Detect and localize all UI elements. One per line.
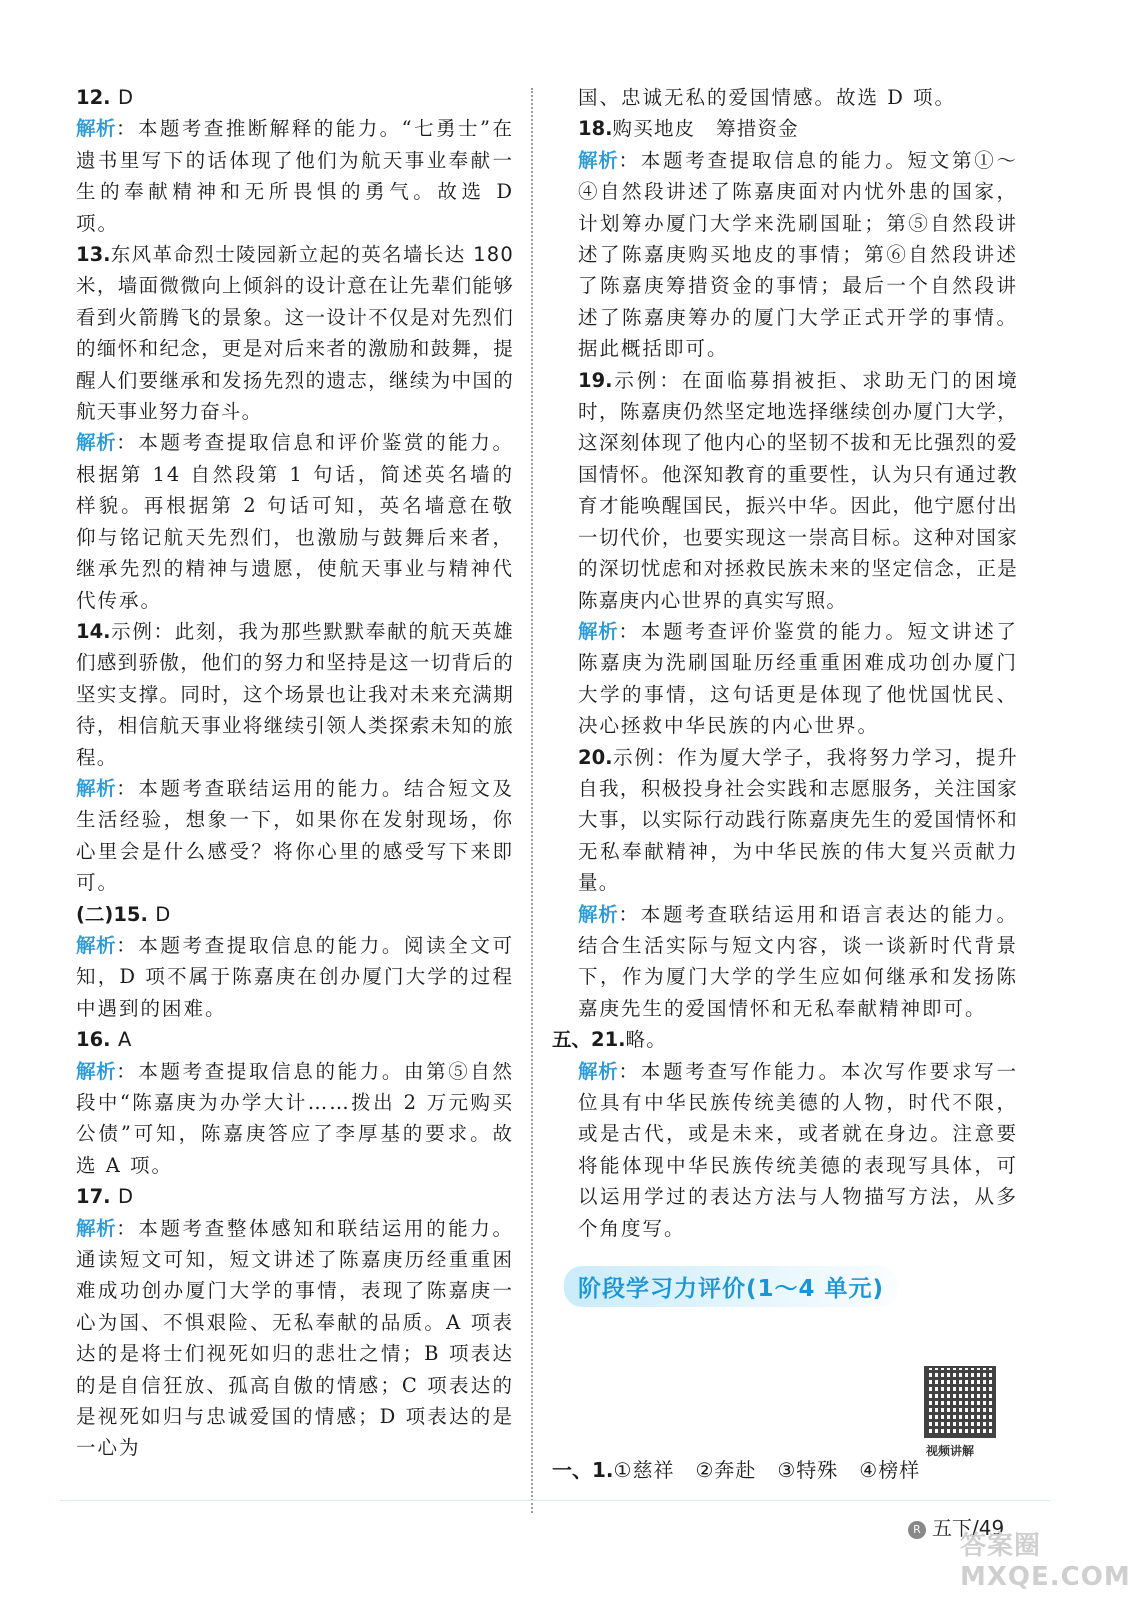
question-number: 14. [76, 619, 111, 643]
continuation-text [578, 82, 1018, 113]
analysis-tag: 解析 [76, 776, 117, 800]
question-number: 13. [76, 243, 111, 267]
answer-text: 示例：此刻，我为那些默默奉献的航天英雄们感到骄傲，他们的努力和坚持是这一切背后的坚实支撑。同时，这个场景也让我对未来充满期待，相信航天事业将继续引领人类探索未知的旅程。 [76, 619, 514, 769]
answer-text: 示例：作为厦大学子，我将努力学习，提升自我，积极投身社会实践和志愿服务，关注国家大事，以实际行动践行陈嘉庚先生的爱国情怀和无私奉献精神，为中华民族的伟大复兴贡献力量。 [578, 745, 1018, 895]
answer-text: ①慈祥 ②奔赴 ③特殊 ④榜样 [613, 1458, 921, 1482]
analysis-text: 本题考查推断解释的能力。“七勇士”在遗书里写下的话体现了他们为航天事业奉献一生的奉献精神和无所畏惧的勇气。故选 D 项。 [76, 117, 514, 235]
analysis-tag: 解析 [76, 1216, 117, 1240]
answer-text: D [117, 1185, 135, 1209]
answer-text: 东风革命烈士陵园新立起的英名墙长达 180 米，墙面微微向上倾斜的设计意在让先辈们能够看到火箭腾飞的景象。这一设计不仅是对先烈们的缅怀和纪念，更是对后来者的激励和鼓舞，提醒人们要继承和发扬先烈的遗志，继续为中国的航天事业努力奋斗。 [76, 243, 514, 424]
analysis-tag: 解析 [578, 1059, 619, 1083]
continuation-line: 国、忠诚无私的爱国情感。故选 D 项。 [578, 86, 957, 109]
analysis-tag: 解析 [578, 619, 619, 643]
question-number: 五、21. [552, 1028, 626, 1052]
question-number: 20. [578, 745, 613, 769]
analysis-tag: 解析 [76, 933, 117, 957]
answer-item-21: 五、21.略。 解析：本题考查写作能力。本次写作要求写一位具有中华民族传统美德的人物，时代不限，或是古代，或是未来，或者就在身边。注意要将能体现中华民族传统美德的表现写具体，可以运用学过的表达方法与人物描写方法，从多个角度写。 [552, 1028, 1018, 1240]
analysis-text: 本题考查写作能力。本次写作要求写一位具有中华民族传统美德的人物，时代不限，或是古代，或是未来，或者就在身边。注意要将能体现中华民族传统美德的表现写具体，可以运用学过的表达方法与人物描写方法，从多个角度写。 [578, 1059, 1018, 1240]
right-column [552, 82, 1018, 1307]
next-section-answer [552, 1455, 920, 1486]
question-number: 19. [578, 368, 613, 392]
answer-text: D [117, 86, 135, 109]
analysis-text: 本题考查提取信息的能力。短文第①～④自然段讲述了陈嘉庚面对内忧外患的国家，计划筹办厦门大学来洗刷国耻；第⑤自然段讲述了陈嘉庚购买地皮的事情；第⑥自然段讲述了陈嘉庚筹措资金的事情；最后一个自然段讲述了陈嘉庚筹办的厦门大学正式开学的事情。据此概括即可。 [578, 148, 1018, 361]
answer-item-12: 12. D 解析：本题考查推断解释的能力。“七勇士”在遗书里写下的话体现了他们为航天事业奉献一生的奉献精神和无所畏惧的勇气。故选 D 项。 [76, 86, 514, 235]
left-column [76, 82, 514, 1464]
question-number: 17. [76, 1185, 111, 1209]
section-header: 阶段学习力评价(1～4 单元) [564, 1266, 898, 1307]
qr-label: 视频讲解 [926, 1444, 975, 1458]
answer-item-14: 14.示例：此刻，我为那些默默奉献的航天英雄们感到骄傲，他们的努力和坚持是这一切背后的坚实支撑。同时，这个场景也让我对未来充满期待，相信航天事业将继续引领人类探索未知的旅程。 解析：本题考查联结运用的能力。结合短文及生活经验，想象一下，如果你在发射现场，你心里会是什么感受？将你心里的感受写下来即可。 [76, 619, 514, 895]
footer-rule [60, 1500, 1050, 1501]
analysis-tag: 解析 [76, 117, 116, 141]
answer-item-20: 20.示例：作为厦大学子，我将努力学习，提升自我，积极投身社会实践和志愿服务，关注国家大事，以实际行动践行陈嘉庚先生的爱国情怀和无私奉献精神，为中华民族的伟大复兴贡献力量。 解析：本题考查联结运用和语言表达的能力。结合生活实际与短文内容，谈一谈新时代背景下，作为厦门大学的学生应如何继承和发扬陈嘉庚先生的爱国情怀和无私奉献精神即可。 [578, 745, 1018, 1020]
answer-item-18: 18.购买地皮 筹措资金 解析：本题考查提取信息的能力。短文第①～④自然段讲述了陈嘉庚面对内忧外患的国家，计划筹办厦门大学来洗刷国耻；第⑤自然段讲述了陈嘉庚购买地皮的事情；第⑥自然段讲述了陈嘉庚筹措资金的事情；最后一个自然段讲述了陈嘉庚筹办的厦门大学正式开学的事情。据此概括即可。 [578, 117, 1018, 361]
analysis-text: 本题考查提取信息和评价鉴赏的能力。根据第 14 自然段第 1 句话，简述英名墙的样貌。再根据第 2 句话可知，英名墙意在敬仰与铭记航天先烈们，也激励与鼓舞后来者，继承先烈的精神与遗愿，使航天事业与精神代代传承。 [76, 431, 514, 612]
page-number: 五下/49 [932, 1516, 1005, 1540]
analysis-text: 本题考查整体感知和联结运用的能力。通读短文可知，短文讲述了陈嘉庚历经重重困难成功创办厦门大学的事情，表现了陈嘉庚一心为国、不惧艰险、无私奉献的品质。A 项表达的是将士们视死如归的悲壮之情；B 项表达的是自信狂放、孤高自傲的情感；C 项表达的是视死如归与忠诚爱国的情感；D 项表达的是一心为 [76, 1216, 514, 1460]
answer-item-17: 17. D 解析：本题考查整体感知和联结运用的能力。通读短文可知，短文讲述了陈嘉庚历经重重困难成功创办厦门大学的事情，表现了陈嘉庚一心为国、不惧艰险、无私奉献的品质。A 项表达的是将士们视死如归的悲壮之情；B 项表达的是自信狂放、孤高自傲的情感；C 项表达的是视死如归与忠诚爱国的情感；D 项表达的是一心为 [76, 1185, 514, 1460]
analysis-text: 本题考查提取信息的能力。由第⑤自然段中“陈嘉庚为办学大计……拨出 2 万元购买公债”可知，陈嘉庚答应了李厚基的要求。故选 A 项。 [76, 1059, 514, 1177]
answer-text: 略。 [625, 1028, 667, 1052]
analysis-text: 本题考查评价鉴赏的能力。短文讲述了陈嘉庚为洗刷国耻历经重重困难成功创办厦门大学的事情，这句话更是体现了他忧国忧民、决心拯救中华民族的内心世界。 [578, 619, 1018, 738]
publisher-badge-icon: R [908, 1521, 926, 1539]
question-number: 一、1. [552, 1458, 614, 1482]
answer-item-19: 19.示例：在面临募捐被拒、求助无门的困境时，陈嘉庚仍然坚定地选择继续创办厦门大学，这深刻体现了他内心的坚韧不拔和无比强烈的爱国情怀。他深知教育的重要性，认为只有通过教育才能唤醒国民，振兴中华。因此，他宁愿付出一切代价，也要实现这一崇高目标。这种对国家的深切忧虑和对拯救民族未来的坚定信念，正是陈嘉庚内心世界的真实写照。 解析：本题考查评价鉴赏的能力。短文讲述了陈嘉庚为洗刷国耻历经重重困难成功创办厦门大学的事情，这句话更是体现了他忧国忧民、决心拯救中华民族的内心世界。 [578, 368, 1018, 738]
analysis-text: 本题考查联结运用和语言表达的能力。结合生活实际与短文内容，谈一谈新时代背景下，作为厦门大学的学生应如何继承和发扬陈嘉庚先生的爱国情怀和无私奉献精神即可。 [578, 902, 1018, 1020]
analysis-tag: 解析 [578, 902, 619, 926]
analysis-text: 本题考查提取信息的能力。阅读全文可知，D 项不属于陈嘉庚在创办厦门大学的过程中遇到的困难。 [76, 933, 514, 1020]
answer-text: 示例：在面临募捐被拒、求助无门的困境时，陈嘉庚仍然坚定地选择继续创办厦门大学，这深刻体现了他内心的坚韧不拔和无比强烈的爱国情怀。他深知教育的重要性，认为只有通过教育才能唤醒国民，振兴中华。因此，他宁愿付出一切代价，也要实现这一崇高目标。这种对国家的深切忧虑和对拯救民族未来的坚定信念，正是陈嘉庚内心世界的真实写照。 [578, 368, 1018, 612]
answer-item-13: 13.东风革命烈士陵园新立起的英名墙长达 180 米，墙面微微向上倾斜的设计意在让先辈们能够看到火箭腾飞的景象。这一设计不仅是对先烈们的缅怀和纪念，更是对后来者的激励和鼓舞，提醒人们要继承和发扬先烈的遗志，继续为中国的航天事业努力奋斗。 解析：本题考查提取信息和评价鉴赏的能力。根据第 14 自然段第 1 句话，简述英名墙的样貌。再根据第 2 句话可知，英名墙意在敬仰与铭记航天先烈们，也激励与鼓舞后来者，继承先烈的精神与遗愿，使航天事业与精神代代传承。 [76, 243, 514, 612]
question-number: 18. [578, 117, 613, 141]
answer-item-15: (二)15. D 解析：本题考查提取信息的能力。阅读全文可知，D 项不属于陈嘉庚在创办厦门大学的过程中遇到的困难。 [76, 902, 514, 1020]
analysis-tag: 解析 [578, 148, 619, 172]
analysis-tag: 解析 [76, 1059, 117, 1083]
answer-text: D [155, 902, 172, 926]
answer-text: A [117, 1028, 133, 1052]
question-number: 16. [76, 1028, 111, 1052]
watermark-logo: 答案圈 MXQE.COM [960, 1531, 1131, 1592]
column-divider [531, 88, 533, 1513]
question-number: (二)15. [76, 902, 148, 926]
analysis-text: 本题考查联结运用的能力。结合短文及生活经验，想象一下，如果你在发射现场，你心里会是什么感受？将你心里的感受写下来即可。 [76, 776, 514, 895]
qr-code-icon[interactable] [924, 1366, 996, 1438]
analysis-tag: 解析 [76, 431, 117, 455]
answer-text: 购买地皮 筹措资金 [612, 117, 799, 141]
answer-item-16: 16. A 解析：本题考查提取信息的能力。由第⑤自然段中“陈嘉庚为办学大计……拨出 2 万元购买公债”可知，陈嘉庚答应了李厚基的要求。故选 A 项。 [76, 1028, 514, 1177]
question-number: 12. [76, 86, 111, 109]
